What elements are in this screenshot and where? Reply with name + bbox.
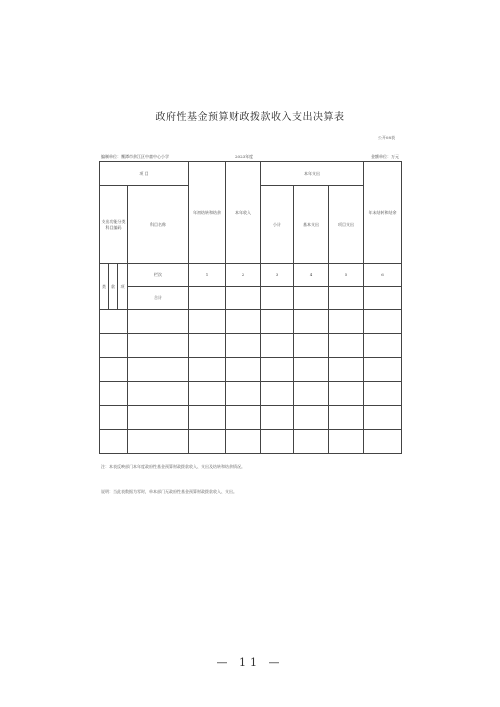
col-number-5: 5 <box>329 264 364 287</box>
table-cell <box>226 406 261 430</box>
table-cell <box>329 358 364 382</box>
table-cell <box>329 334 364 358</box>
table-cell <box>364 287 402 310</box>
form-number: 公开08表 <box>377 135 395 140</box>
table-row <box>100 382 402 406</box>
header-item: 项 <box>118 264 128 310</box>
table-cell <box>261 430 294 454</box>
table-cell <box>364 310 402 334</box>
table-cell <box>364 358 402 382</box>
table-cell <box>189 382 226 406</box>
table-cell <box>100 358 128 382</box>
budget-table <box>99 161 402 454</box>
money-unit: 金额单位：万元 <box>371 154 399 159</box>
table-cell <box>128 358 189 382</box>
table-cell <box>189 430 226 454</box>
table-cell <box>329 310 364 334</box>
table-cell <box>128 430 189 454</box>
table-cell <box>226 287 261 310</box>
table-cell <box>329 430 364 454</box>
table-cell <box>100 310 128 334</box>
table-cell <box>128 406 189 430</box>
table-cell <box>226 310 261 334</box>
header-section: 款 <box>109 264 118 310</box>
table-cell <box>294 334 329 358</box>
header-subtotal: 小计 <box>261 186 294 264</box>
table-cell <box>100 334 128 358</box>
table-cell <box>261 382 294 406</box>
table-cell <box>189 287 226 310</box>
col-number-4: 4 <box>294 264 329 287</box>
table-cell <box>294 287 329 310</box>
header-project-expense: 项目支出 <box>329 186 364 264</box>
header-basic-expense: 基本支出 <box>294 186 329 264</box>
table-cell <box>261 406 294 430</box>
table-cell <box>329 287 364 310</box>
table-cell <box>261 310 294 334</box>
header-current-income: 本年收入 <box>226 162 261 264</box>
table-cell <box>128 334 189 358</box>
fiscal-year: 2023年度 <box>235 154 254 159</box>
table-cell <box>294 382 329 406</box>
col-number-2: 2 <box>226 264 261 287</box>
table-cell <box>261 334 294 358</box>
table-row <box>100 358 402 382</box>
col-number-1: 1 <box>189 264 226 287</box>
table-cell <box>226 334 261 358</box>
table-explanation: 说明：当此表数据为零时，单本部门无政府性基金预算财政拨款收入、支出。 <box>101 489 237 494</box>
compiling-unit: 编制单位：鹰潭市余江区中童中心小学 <box>101 154 169 159</box>
table-cell <box>294 406 329 430</box>
col-number-6: 6 <box>364 264 402 287</box>
header-subject-name: 科目名称 <box>128 186 189 264</box>
table-cell <box>294 310 329 334</box>
table-cell <box>329 382 364 406</box>
table-cell <box>189 334 226 358</box>
header-project: 项 目 <box>100 162 189 186</box>
table-cell <box>100 406 128 430</box>
table-cell <box>128 382 189 406</box>
table-cell <box>189 358 226 382</box>
table-cell <box>329 406 364 430</box>
header-func-code: 支出功能分类科目编码 <box>100 186 128 264</box>
table-row <box>100 406 402 430</box>
header-closing-balance: 年末结转和结余 <box>364 162 402 264</box>
table-cell <box>261 358 294 382</box>
table-cell <box>364 382 402 406</box>
table-cell <box>364 430 402 454</box>
header-opening-balance: 年初结转和结余 <box>189 162 226 264</box>
table-cell <box>294 358 329 382</box>
col-number-3: 3 <box>261 264 294 287</box>
table-cell <box>226 382 261 406</box>
table-row <box>100 334 402 358</box>
report-title: 政府性基金预算财政拨款收入支出决算表 <box>155 112 345 123</box>
table-cell <box>189 310 226 334</box>
table-cell <box>100 430 128 454</box>
table-cell <box>189 406 226 430</box>
header-kind: 类 <box>100 264 109 310</box>
header-current-expense: 本年支出 <box>261 162 364 186</box>
table-cell <box>364 334 402 358</box>
table-cell <box>226 358 261 382</box>
table-row <box>100 310 402 334</box>
table-cell <box>226 430 261 454</box>
page-number: — 11 — <box>216 656 284 669</box>
column-label: 栏次 <box>128 264 189 287</box>
total-label: 合计 <box>128 287 189 310</box>
table-cell <box>294 430 329 454</box>
table-cell <box>261 287 294 310</box>
table-note: 注：本表反映部门本年度政府性基金预算财政拨款收入、支出及结转和结余情况。 <box>101 464 245 469</box>
table-cell <box>364 406 402 430</box>
table-row <box>100 430 402 454</box>
table-cell <box>128 310 189 334</box>
table-cell <box>100 382 128 406</box>
